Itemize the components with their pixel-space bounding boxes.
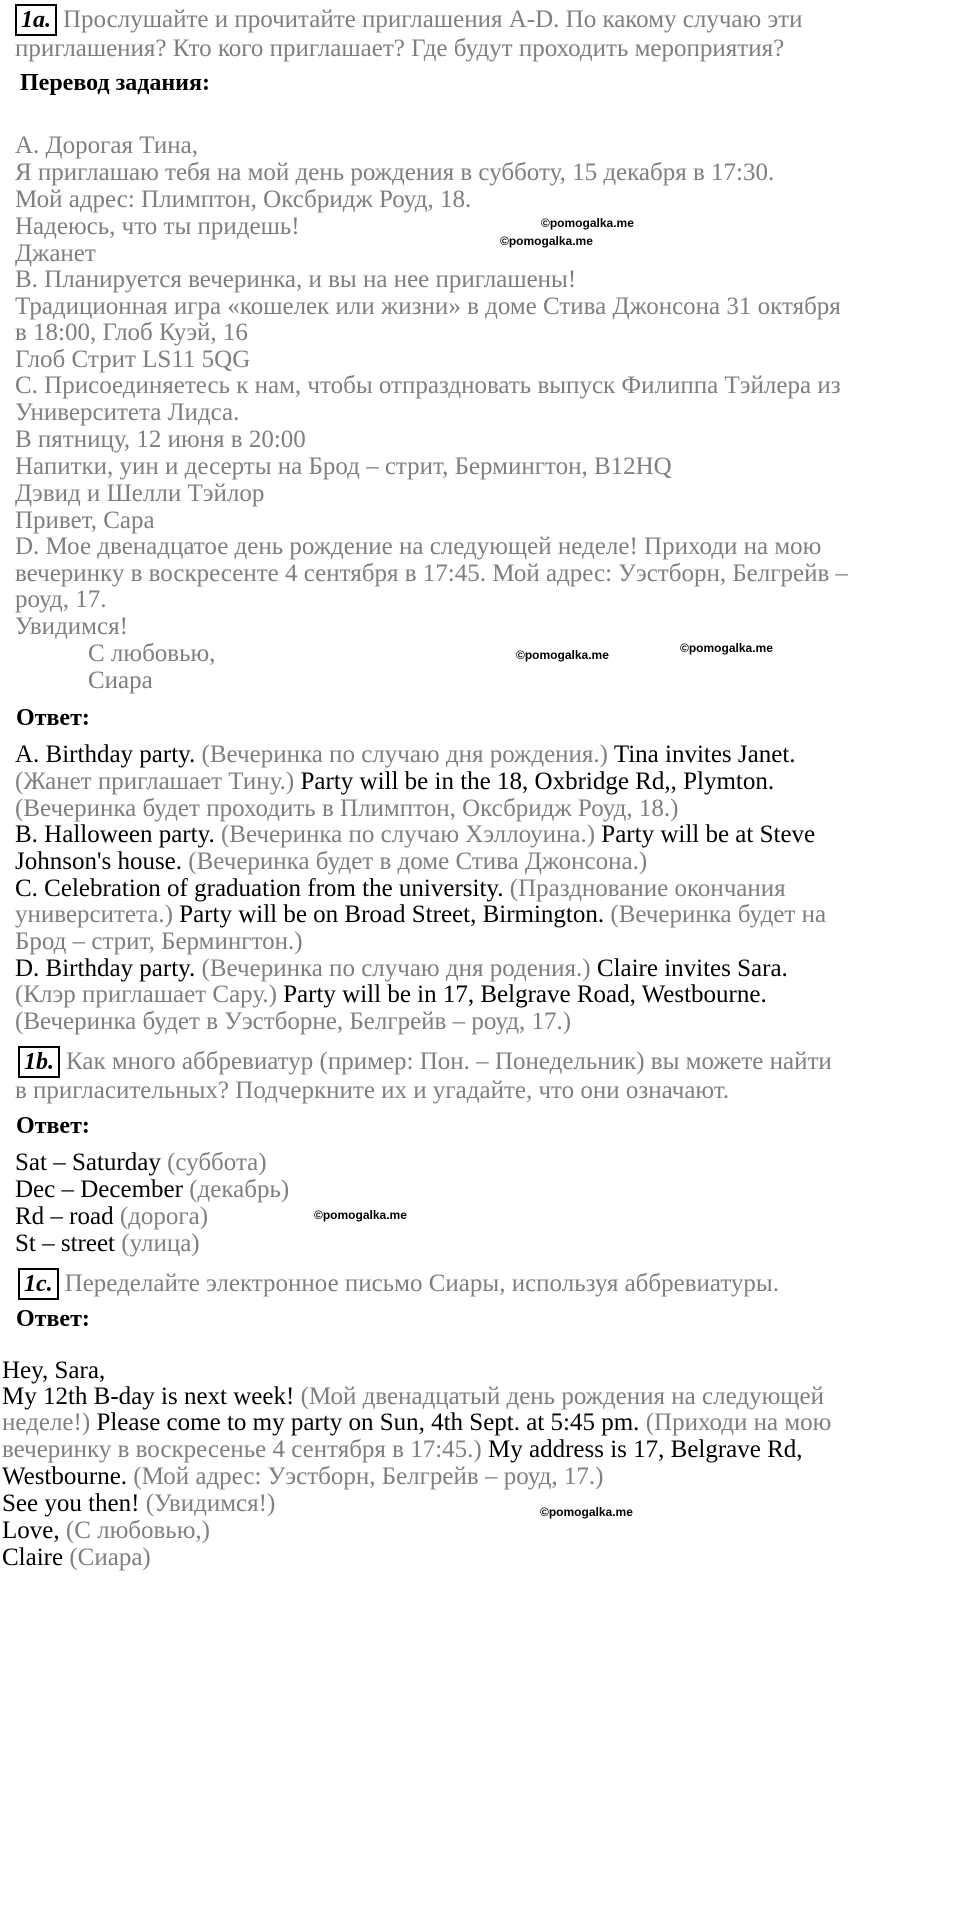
task-1b-badge: 1b.	[18, 1046, 60, 1078]
letter-line: неделе!) Please come to my party on Sun, 4th Sept. at 5:45 pm. (Приходи на мою	[2, 1409, 832, 1436]
letter-line: My 12th B-day is next week! (Мой двенадцатый день рождения на следующей	[2, 1383, 824, 1410]
watermark: ©pomogalka.me	[680, 641, 773, 655]
watermark: ©pomogalka.me	[541, 216, 634, 230]
task-1a-badge: 1a.	[15, 4, 57, 36]
abbreviation-item: Rd – road (дорога)	[15, 1203, 209, 1230]
translation-line: Традиционная игра «кошелек или жизни» в доме Стива Джонсона 31 октября	[15, 293, 841, 320]
letter-line: Westbourne. (Мой адрес: Уэстборн, Белгрейв – роуд, 17.)	[2, 1463, 604, 1490]
translation-line: Университета Лидса.	[15, 399, 240, 426]
watermark: ©pomogalka.me	[314, 1208, 407, 1222]
translation-line: А. Дорогая Тина,	[15, 132, 198, 159]
answer-d-line1: D. Birthday party. (Вечеринка по случаю дня родения.) Claire invites Sara.	[15, 955, 788, 982]
letter-line: See you then! (Увидимся!)	[2, 1490, 276, 1517]
translation-heading: Перевод задания:	[20, 70, 210, 96]
translation-line: Джанет	[15, 240, 96, 267]
task-1a-line1: 1a. Прослушайте и прочитайте приглашения A-D. По какому случаю эти	[15, 4, 802, 36]
translation-line: роуд, 17.	[15, 586, 107, 613]
translation-line: В пятницу, 12 июня в 20:00	[15, 426, 306, 453]
translation-line: Увидимся!	[15, 613, 128, 640]
answer-b-line1: B. Halloween party. (Вечеринка по случаю Хэллоуина.) Party will be at Steve	[15, 821, 816, 848]
translation-line: Напитки, уин и десерты на Брод – стрит, Бермингтон, B12HQ	[15, 453, 672, 480]
watermark: ©pomogalka.me	[500, 234, 593, 248]
letter-greeting: Hey, Sara,	[2, 1357, 106, 1384]
translation-line: Сиара	[88, 667, 153, 694]
watermark: ©pomogalka.me	[540, 1505, 633, 1519]
watermark: ©pomogalka.me	[516, 648, 609, 662]
translation-line: в 18:00, Глоб Куэй, 16	[15, 319, 248, 346]
answer-b-line2: Johnson's house. (Вечеринка будет в доме Стива Джонсона.)	[15, 848, 648, 875]
answer-c-line2: университета.) Party will be on Broad Street, Birmington. (Вечеринка будет на	[15, 901, 827, 928]
task-1c-line1: 1c. Переделайте электронное письмо Сиары, используя аббревиатуры.	[18, 1268, 779, 1300]
abbreviation-item: Sat – Saturday (суббота)	[15, 1149, 267, 1176]
answer-a-line3: (Вечеринка будет проходить в Плимптон, Оксбридж Роуд, 18.)	[15, 795, 679, 822]
answer-label: Ответ:	[16, 1306, 90, 1332]
answer-a-line2: (Жанет приглашает Тину.) Party will be in the 18, Oxbridge Rd,, Plymton.	[15, 768, 775, 795]
translation-line: С любовью,	[88, 640, 216, 667]
translation-line: Надеюсь, что ты придешь!	[15, 213, 300, 240]
answer-a-line1: A. Birthday party. (Вечеринка по случаю дня рождения.) Tina invites Janet.	[15, 741, 796, 768]
translation-line: вечеринку в воскресенте 4 сентября в 17:45. Мой адрес: Уэстборн, Белгрейв –	[15, 560, 849, 587]
translation-line: C. Присоединяетесь к нам, чтобы отпраздновать выпуск Филиппа Тэйлера из	[15, 372, 841, 399]
translation-line: Привет, Сара	[15, 507, 155, 534]
abbreviation-item: Dec – December (декабрь)	[15, 1176, 290, 1203]
task-1b-line2: в пригласительных? Подчеркните их и угадайте, что они означают.	[15, 1077, 730, 1104]
answer-label: Ответ:	[16, 705, 90, 731]
answer-label: Ответ:	[16, 1113, 90, 1139]
answer-d-line2: (Клэр приглашает Сару.) Party will be in 17, Belgrave Road, Westbourne.	[15, 981, 767, 1008]
translation-line: Я приглашаю тебя на мой день рождения в субботу, 15 декабря в 17:30.	[15, 159, 775, 186]
translation-line: B. Планируется вечеринка, и вы на нее приглашены!	[15, 266, 577, 293]
answer-c-line3: Брод – стрит, Бермингтон.)	[15, 928, 303, 955]
task-1a-line2: приглашения? Кто кого приглашает? Где будут проходить мероприятия?	[15, 35, 785, 62]
answer-c-line1: C. Celebration of graduation from the university. (Празднование окончания	[15, 875, 786, 902]
abbreviation-item: St – street (улица)	[15, 1230, 200, 1257]
letter-line: Love, (С любовью,)	[2, 1517, 210, 1544]
translation-line: Глоб Стрит LS11 5QG	[15, 346, 251, 373]
translation-line: Дэвид и Шелли Тэйлор	[15, 480, 265, 507]
letter-line: вечеринку в воскресенье 4 сентября в 17:45.) My address is 17, Belgrave Rd,	[2, 1436, 803, 1463]
answer-d-line3: (Вечеринка будет в Уэстборне, Белгрейв – роуд, 17.)	[15, 1008, 572, 1035]
translation-line: Мой адрес: Плимптон, Оксбридж Роуд, 18.	[15, 186, 472, 213]
letter-signature: Claire (Сиара)	[2, 1544, 151, 1571]
translation-line: D. Мое двенадцатое день рождение на следующей неделе! Приходи на мою	[15, 533, 822, 560]
task-1b-line1: 1b. Как много аббревиатур (пример: Пон. – Понедельник) вы можете найти	[18, 1046, 832, 1078]
task-1c-badge: 1c.	[18, 1268, 59, 1300]
